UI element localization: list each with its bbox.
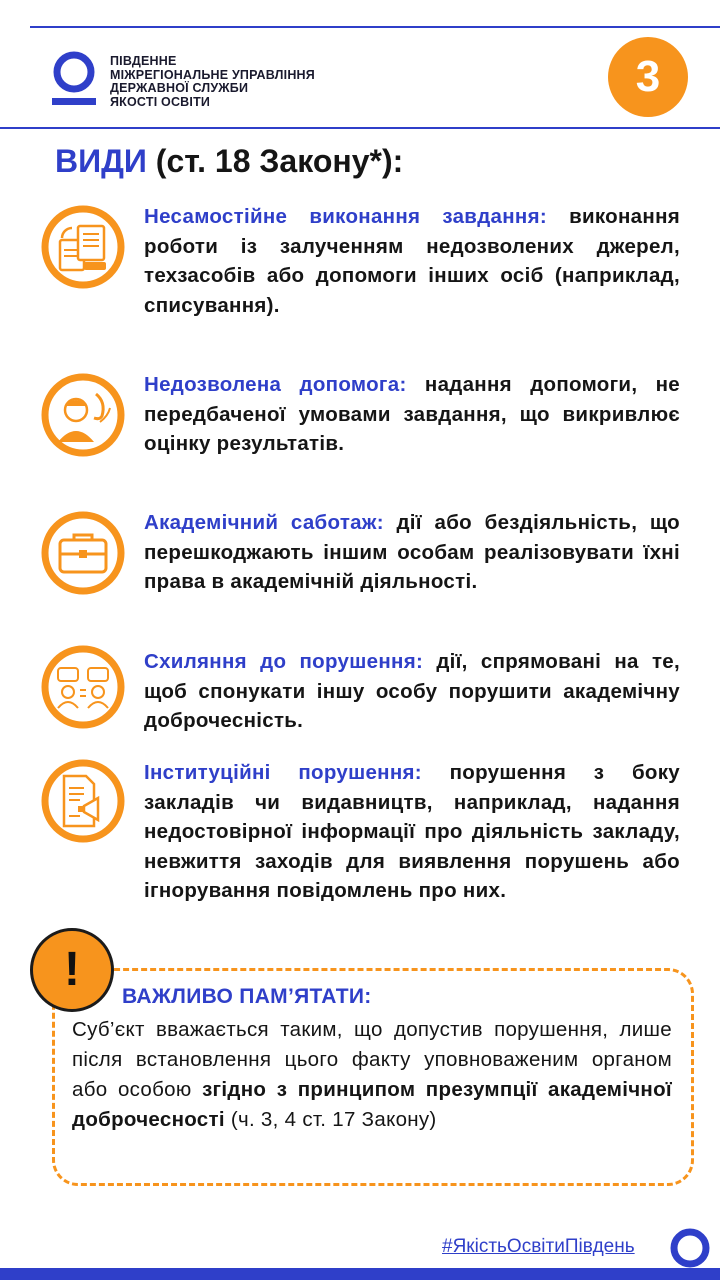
org-name-line: ЯКОСТІ ОСВІТИ [110,94,211,109]
violation-term: Недозволена допомога: [144,373,407,396]
violation-item [40,508,680,628]
violation-description [144,758,680,906]
section-title-accent: ВИДИ [55,143,147,179]
note-text-bold: згідно з принципом презумпції академічної доброчесності [72,1078,672,1131]
violation-text: порушення з боку закладів чи видавництв, наприклад, надання недостовірної інформації про діяльність закладу, невжиття заходів для виявлення порушень або ігнорування повідомлень про них. [144,761,680,902]
violation-item [40,758,680,938]
footer-logo-icon [668,1226,712,1270]
section-title-rest: (ст. 18 Закону*): [146,143,404,179]
service-logo-icon [50,50,98,110]
violation-item [40,202,680,352]
violation-text: дії або бездіяльність, що перешкоджають іншим особам реалізовувати їхні права в академічній діяльності. [144,511,680,593]
violation-item [40,647,680,739]
whispering-person-icon [40,372,126,458]
note-text-plain: Суб’єкт вважається таким, що допустив порушення, лише після встановлення цього факту уповноваженим органом або особою [72,1018,672,1101]
violation-term: Несамостійне виконання завдання: [144,205,547,228]
note-text-end: (ч. 3, 4 ст. 17 Закону) [224,1108,437,1131]
note-title: ВАЖЛИВО ПАМ’ЯТАТИ: [122,985,372,1008]
section-title [55,143,403,180]
violation-description [144,202,680,320]
violation-text: надання допомоги, не передбаченої умовами завдання, що викривлює оцінку результатів. [144,373,680,455]
organization-name [110,55,315,109]
page-number-badge: 3 [608,37,688,117]
warning-icon [30,928,114,1012]
warning-symbol: ! [64,943,80,996]
violation-description [144,508,680,597]
violation-text: дії, спрямовані на те, щоб спонукати іншу особу порушити академічну доброчесність. [144,650,680,732]
org-name-line: ПІВДЕННЕ [110,54,177,68]
violation-text: виконання роботи із залученням недозволених джерел, техзасобів або допомоги інших осіб (наприклад, списування). [144,205,681,317]
documents-copy-icon [40,204,126,290]
hashtag-link[interactable]: #ЯкістьОсвітиПівдень [442,1236,635,1257]
document-megaphone-icon [40,758,126,844]
violation-term: Інституційні порушення: [144,761,422,784]
top-divider [30,26,720,28]
briefcase-icon [40,510,126,596]
org-name-line: МІЖРЕГІОНАЛЬНЕ УПРАВЛІННЯ [110,67,315,82]
violation-item [40,370,680,490]
org-name-line: ДЕРЖАВНОЇ СЛУЖБИ [110,81,249,95]
violation-term: Академічний саботаж: [144,511,384,534]
note-text [72,1015,672,1135]
bottom-bar [0,1268,720,1280]
dialogue-people-icon [40,644,126,730]
header-divider [0,127,720,129]
violation-term: Схиляння до порушення: [144,650,424,673]
violation-description [144,647,680,736]
violation-description [144,370,680,459]
